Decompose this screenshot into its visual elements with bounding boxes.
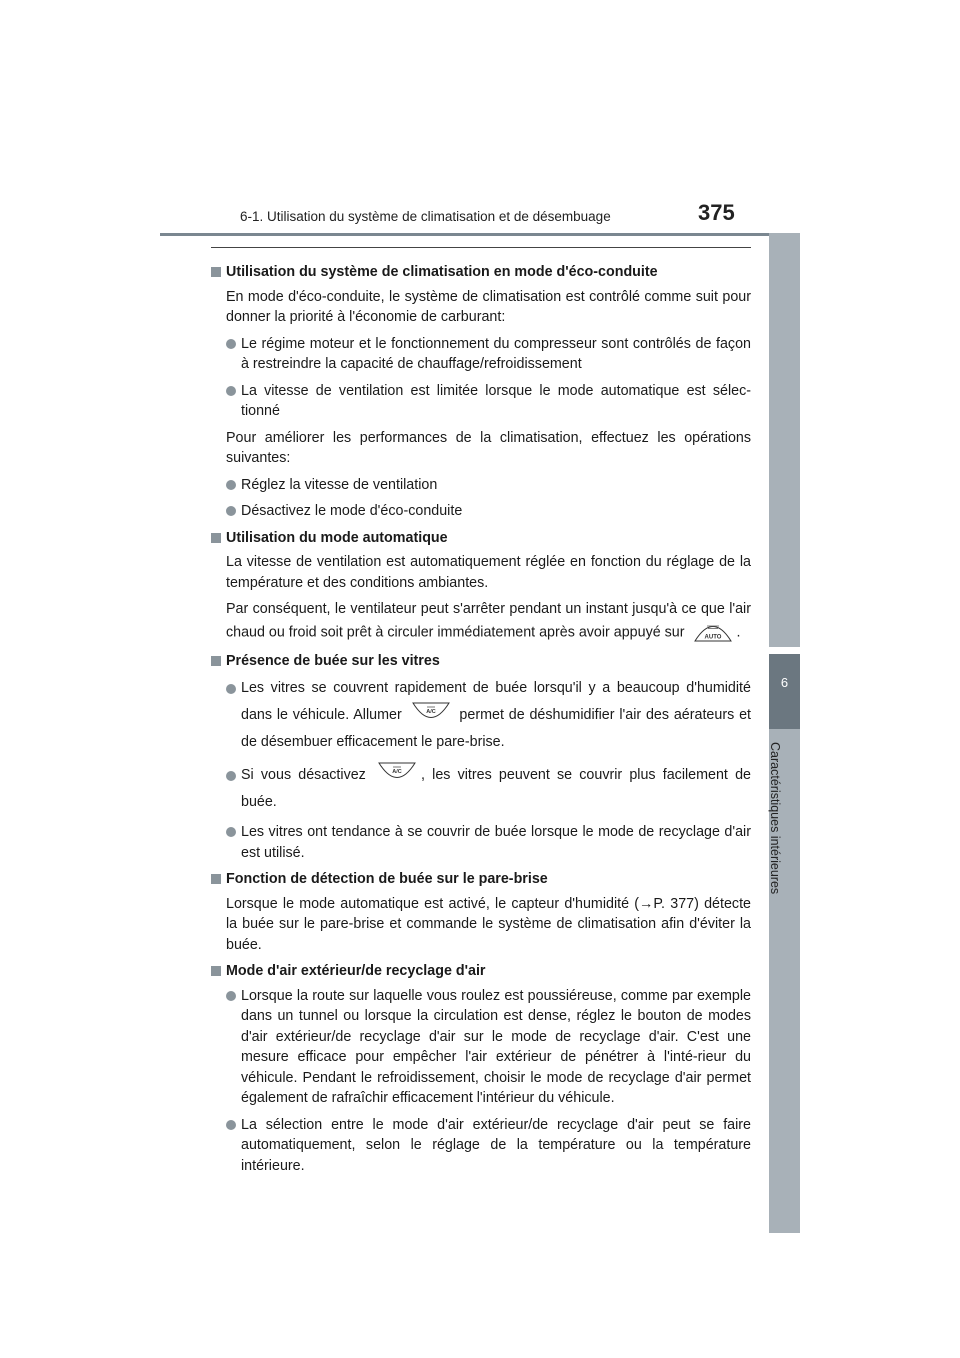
list-item (211, 475, 751, 496)
section-eco-mode (211, 262, 751, 522)
list-item-text: La sélection entre le mode d'air extérieur/de recyclage d'air peut se faire automatiquement, selon le réglage de la température ou la température intérieure. (241, 1116, 751, 1174)
ac-button-label: A/C (425, 708, 436, 715)
paragraph: Pour améliorer les performances de la climatisation, effectuez les opérations suivantes: (226, 429, 751, 466)
chapter-side-bar (769, 233, 800, 1233)
round-bullet-icon (226, 506, 236, 516)
chapter-number: 6 (780, 675, 789, 690)
list-item (211, 381, 751, 422)
list-item-text: Réglez la vitesse de ventilation (241, 476, 438, 493)
heading-text: Fonction de détection de buée sur le pare-brise (226, 871, 548, 887)
list-item-text: , les vitres peuvent se couvrir plus facilement de buée. (241, 767, 751, 810)
heading-text: Mode d'air extérieur/de recyclage d'air (226, 963, 486, 979)
list-item (211, 501, 751, 522)
list-item-text: Le régime moteur et le fonctionnement du compresseur sont contrôlés de façon à restreindre la capacité de chauffage/refroidissement (241, 335, 751, 372)
ac-button-icon (411, 701, 451, 726)
list-item (211, 762, 751, 816)
section-heading (211, 528, 751, 549)
section-fog-detection (211, 869, 751, 955)
paragraph: Lorsque le mode automatique est activé, le capteur d'humidité (→P. 377) détecte la buée sur le pare-brise et commande le système de climatisation afin d'éviter la buée. (226, 895, 751, 953)
heading-text: Présence de buée sur les vitres (226, 652, 440, 669)
list-item (211, 1115, 751, 1177)
square-bullet-icon (211, 874, 221, 884)
section-air-recirculation (211, 961, 751, 1176)
round-bullet-icon (226, 1120, 236, 1130)
paragraph: En mode d'éco-conduite, le système de climatisation est contrôlé comme suit pour donner la priorité à l'économie de carburant: (226, 288, 751, 325)
list-item-text: Lorsque la route sur laquelle vous roulez est poussiéreuse, comme par exemple dans un tunnel ou lorsque la circulation est dense, réglez le bouton de modes d'air extérieur/de recyclage d'air sur le mode de recyclage d'air. C'est une mesure efficace pour empêcher l'air extérieur de pénétrer à l'inté-rieur du véhicule. Pendant le refroidissement, choisir le mode de recyclage d'air permet également de rafraîchir efficacement l'intérieur du véhicule. (241, 987, 751, 1106)
header-section-title: 6-1. Utilisation du système de climatisation et de désembuage (240, 209, 611, 224)
list-item-text: Les vitres se couvrent rapidement de buée lorsqu'il y a beaucoup d'humidité dans le véhicule. Allumer (241, 680, 751, 723)
ac-button-label: A/C (392, 768, 402, 775)
section-fog (211, 651, 751, 864)
page-number: 375 (698, 200, 735, 225)
square-bullet-icon (211, 656, 221, 666)
section-auto-mode (211, 528, 751, 645)
heading-text: Utilisation du mode automatique (226, 529, 448, 546)
round-bullet-icon (226, 827, 236, 837)
list-item (211, 986, 751, 1109)
chapter-tab-gap (769, 647, 800, 654)
list-item (211, 822, 751, 863)
paragraph (211, 599, 751, 645)
chapter-tab (769, 654, 800, 729)
square-bullet-icon (211, 966, 221, 976)
paragraph-text: . (736, 623, 741, 640)
section-heading (211, 869, 751, 890)
round-bullet-icon (226, 480, 236, 490)
section-heading (211, 651, 751, 672)
chapter-title-vertical: Caractéristiques intérieures (768, 742, 782, 895)
list-item-text: Si vous désactivez (241, 767, 366, 783)
paragraph: La vitesse de ventilation est automatiquement réglée en fonction du réglage de la température et des conditions ambiantes. (226, 554, 751, 591)
heading-text: Utilisation du système de climatisation en mode d'éco-conduite (226, 264, 658, 280)
list-item (211, 675, 751, 756)
round-bullet-icon (226, 386, 236, 396)
round-bullet-icon (226, 339, 236, 349)
ac-button-icon (377, 761, 417, 786)
round-bullet-icon (226, 991, 236, 1001)
auto-button-icon (693, 618, 733, 643)
round-bullet-icon (226, 771, 236, 781)
square-bullet-icon (211, 533, 221, 543)
page-content (211, 262, 751, 1182)
paragraph-text: Par conséquent, le ventilateur peut s'arrêter pendant un instant jusqu'à ce que l'air chaud ou froid soit prêt à circuler immédiatement après avoir appuyé sur (226, 601, 751, 640)
list-item-text: Désactivez le mode d'éco-conduite (241, 503, 463, 519)
round-bullet-icon (226, 684, 236, 694)
auto-button-label: AUTO (704, 634, 721, 640)
list-item-text: Les vitres ont tendance à se couvrir de buée lorsque le mode de recyclage d'air est utilisé. (241, 824, 751, 861)
content-rule (211, 247, 751, 248)
section-heading (211, 262, 751, 283)
section-heading (211, 961, 751, 982)
list-item-text: La vitesse de ventilation est limitée lorsque le mode automatique est sélec-tionné (241, 382, 751, 419)
list-item-text: permet de déshumidifier l'air des aérateurs et de désembuer efficacement le pare-brise. (241, 707, 751, 750)
square-bullet-icon (211, 267, 221, 277)
header-rule (160, 233, 800, 236)
list-item (211, 334, 751, 375)
